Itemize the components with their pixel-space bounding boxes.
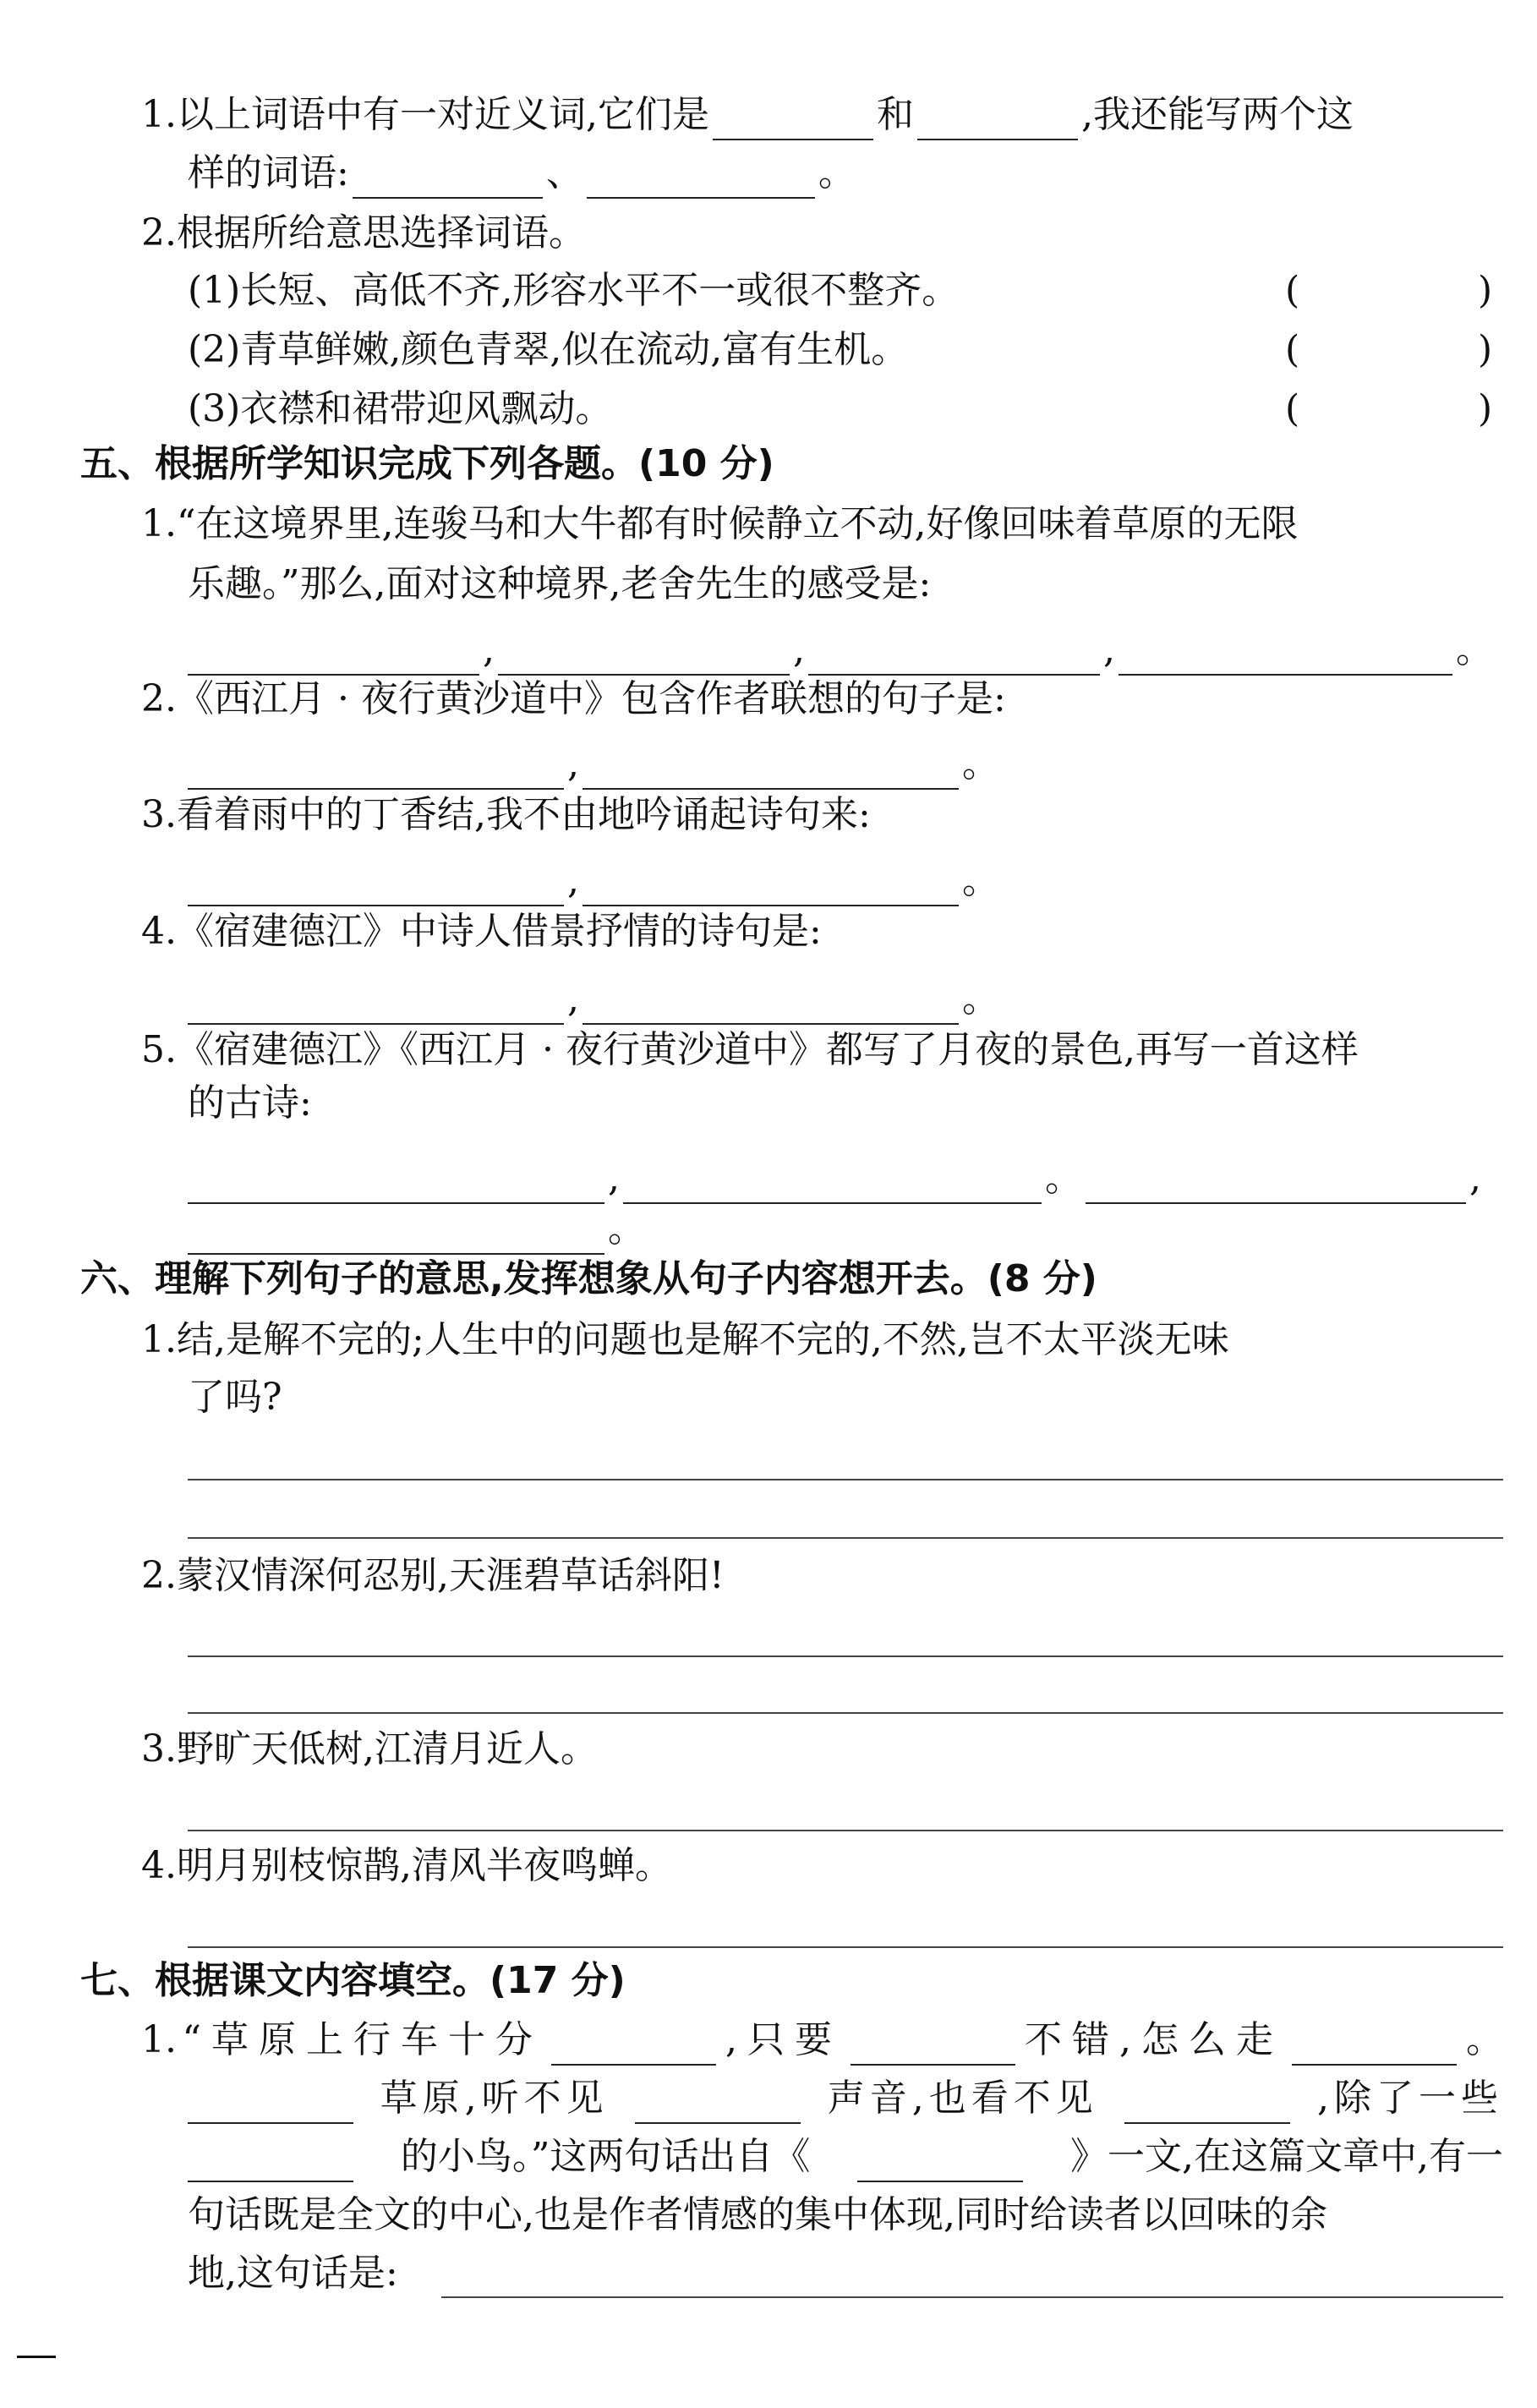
q-number: 5. (141, 1028, 177, 1071)
section-6-title: 六、理解下列句子的意思,发挥想象从句子内容想开去。(8 分) (80, 1257, 1097, 1300)
s4-q1-line1 (141, 90, 1354, 140)
s7-q1-line4 (188, 2190, 1503, 2241)
answer-blank[interactable] (1292, 2020, 1457, 2066)
s5-q4 (141, 906, 822, 957)
answer-line[interactable] (188, 1946, 1503, 1948)
answer-blank[interactable] (635, 2078, 801, 2124)
q-number: 3. (141, 793, 177, 836)
comma: , (608, 1157, 620, 1200)
s6-q4 (141, 1841, 672, 1891)
q-number: 3. (141, 1727, 177, 1770)
page-marker-dash (17, 2356, 56, 2358)
answer-paren-open[interactable]: ( (1285, 387, 1300, 430)
answer-paren-open[interactable]: ( (1285, 328, 1300, 371)
answer-blank[interactable] (623, 1158, 1042, 1204)
answer-blank[interactable] (917, 95, 1078, 140)
s4-q2-item-1 (188, 265, 959, 316)
answer-line[interactable] (188, 1656, 1503, 1657)
q-number: 2. (141, 1554, 177, 1597)
text: 声音,也看不见 (827, 2077, 1098, 2120)
q-number: 1. (141, 2018, 177, 2061)
comma: , (1103, 628, 1115, 671)
text: (2)青草鲜嫩,颜色青翠,似在流动,富有生机。 (188, 328, 909, 371)
answer-blank[interactable] (188, 630, 479, 676)
answer-blank[interactable] (188, 861, 564, 906)
text: 《宿建德江》《西江月 · 夜行黄沙道中》都写了月夜的景色,再写一首这样 (176, 1028, 1359, 1071)
text: 看着雨中的丁香结,我不由地吟诵起诗句来: (176, 793, 871, 836)
answer-blank[interactable] (188, 1158, 604, 1204)
answer-blank[interactable] (857, 2137, 1023, 2182)
s5-q5-line1 (141, 1025, 1359, 1075)
text: 》一文,在这篇文章中,有一 (1069, 2135, 1503, 2178)
s7-q1-line3 (188, 2132, 1503, 2182)
text: 《西江月 · 夜行黄沙道中》包含作者联想的句子是: (176, 677, 1006, 720)
s7-q1-line1 (141, 2015, 1503, 2066)
answer-blank[interactable] (1086, 1158, 1466, 1204)
period: 。 (962, 742, 999, 785)
answer-blank[interactable] (353, 153, 543, 199)
text: 。 (818, 151, 856, 194)
s5-q5-answers (184, 1153, 1481, 1204)
comma: , (1469, 1157, 1481, 1200)
s6-q1-line2: 了吗? (188, 1376, 282, 1419)
text: “草原上行车十分 (182, 2018, 543, 2061)
q-number: 2. (141, 211, 177, 254)
answer-blank[interactable] (587, 153, 815, 199)
text: (3)衣襟和裙带迎风飘动。 (188, 387, 613, 430)
s4-q2-item-2 (188, 325, 908, 375)
s5-q1-answers (184, 625, 1493, 676)
period: 。 (1045, 1157, 1082, 1200)
answer-line[interactable] (188, 1537, 1503, 1539)
comma: , (793, 628, 805, 671)
period: 。 (962, 859, 999, 902)
answer-blank[interactable] (808, 630, 1100, 676)
text: 结,是解不完的;人生中的问题也是解不完的,不然,岂不太平淡无味 (176, 1318, 1229, 1361)
period: 。 (608, 1207, 645, 1251)
answer-line[interactable] (188, 1830, 1503, 1831)
text: 明月别枝惊鹊,清风半夜鸣蝉。 (176, 1844, 672, 1887)
s5-q1-line2: 乐趣。”那么,面对这种境界,老舍先生的感受是: (188, 562, 932, 605)
answer-line[interactable] (441, 2296, 1503, 2298)
s6-q3 (141, 1724, 598, 1775)
text: 的小鸟。”这两句话出自《 (400, 2135, 811, 2178)
s5-q1-line1 (141, 499, 1298, 550)
q-number: 2. (141, 677, 177, 720)
s4-q2-item-3 (188, 384, 612, 435)
text: 和 (876, 93, 914, 136)
s6-q2 (141, 1551, 725, 1601)
comma: , (567, 859, 579, 902)
answer-blank[interactable] (188, 744, 564, 790)
period: 。 (1456, 628, 1493, 671)
text: 草原,听不见 (380, 2077, 609, 2120)
text: (1)长短、高低不齐,形容水平不一或很不整齐。 (188, 269, 960, 312)
q-number: 1. (141, 1318, 177, 1361)
q-number: 4. (141, 1844, 177, 1887)
answer-blank[interactable] (713, 95, 873, 140)
answer-paren-close: ) (1478, 328, 1493, 371)
answer-blank[interactable] (188, 2078, 353, 2124)
answer-blank[interactable] (551, 2020, 716, 2066)
s5-q4-answers (184, 974, 999, 1025)
comma: , (483, 628, 495, 671)
q-number: 1. (141, 502, 177, 545)
answer-blank[interactable] (583, 861, 959, 906)
s5-q2 (141, 674, 1006, 725)
text: 、 (545, 151, 583, 194)
text: 。 (1465, 2018, 1503, 2061)
s7-q1-line2 (188, 2073, 1503, 2124)
text: 不错,怎么走 (1024, 2018, 1283, 2061)
s5-q3 (141, 790, 871, 840)
answer-blank[interactable] (583, 979, 959, 1025)
text: 以上词语中有一对近义词,它们是 (176, 93, 709, 136)
text: ,除了一些 (1316, 2077, 1503, 2120)
answer-line[interactable] (188, 1479, 1503, 1480)
comma: , (567, 742, 579, 785)
s5-q5-answers-2 (184, 1204, 645, 1255)
text: “在这境界里,连骏马和大牛都有时候静立不动,好像回味着草原的无限 (176, 502, 1299, 545)
s4-q2-title (141, 208, 586, 259)
answer-blank[interactable] (188, 979, 564, 1025)
text: ,只要 (725, 2018, 842, 2061)
text: 野旷天低树,江清月近人。 (176, 1727, 598, 1770)
answer-line[interactable] (188, 1712, 1503, 1714)
answer-blank[interactable] (851, 2020, 1015, 2066)
answer-blank[interactable] (188, 1209, 604, 1255)
period: 。 (962, 977, 999, 1021)
s6-q1-line1 (141, 1315, 1229, 1365)
text: 根据所给意思选择词语。 (176, 211, 586, 254)
section-7-title: 七、根据课文内容填空。(17 分) (80, 1959, 626, 2002)
s7-q1-line5 (188, 2248, 398, 2299)
text: 《宿建德江》中诗人借景抒情的诗句是: (176, 910, 822, 953)
answer-blank[interactable] (188, 2137, 353, 2182)
text: 地,这句话是: (188, 2252, 398, 2295)
comma: , (567, 977, 579, 1021)
section-5-title: 五、根据所学知识完成下列各题。(10 分) (80, 442, 774, 485)
q-number: 4. (141, 910, 177, 953)
answer-blank[interactable] (583, 744, 959, 790)
s4-q1-line2 (188, 148, 856, 199)
text: ,我还能写两个这 (1080, 93, 1354, 136)
q-number: 1. (141, 93, 177, 136)
text: 蒙汉情深何忍别,天涯碧草话斜阳! (176, 1554, 725, 1597)
answer-paren-open[interactable]: ( (1285, 269, 1300, 312)
answer-blank[interactable] (1119, 630, 1452, 676)
s5-q3-answers (184, 856, 999, 906)
s5-q2-answers (184, 739, 999, 790)
answer-paren-close: ) (1478, 387, 1493, 430)
text: 句话既是全文的中心,也是作者情感的集中体现,同时给读者以回味的余 (188, 2193, 1327, 2236)
answer-paren-close: ) (1478, 269, 1493, 312)
text: 样的词语: (188, 151, 349, 194)
answer-blank[interactable] (1124, 2078, 1290, 2124)
s5-q5-line2: 的古诗: (188, 1081, 312, 1125)
answer-blank[interactable] (498, 630, 790, 676)
